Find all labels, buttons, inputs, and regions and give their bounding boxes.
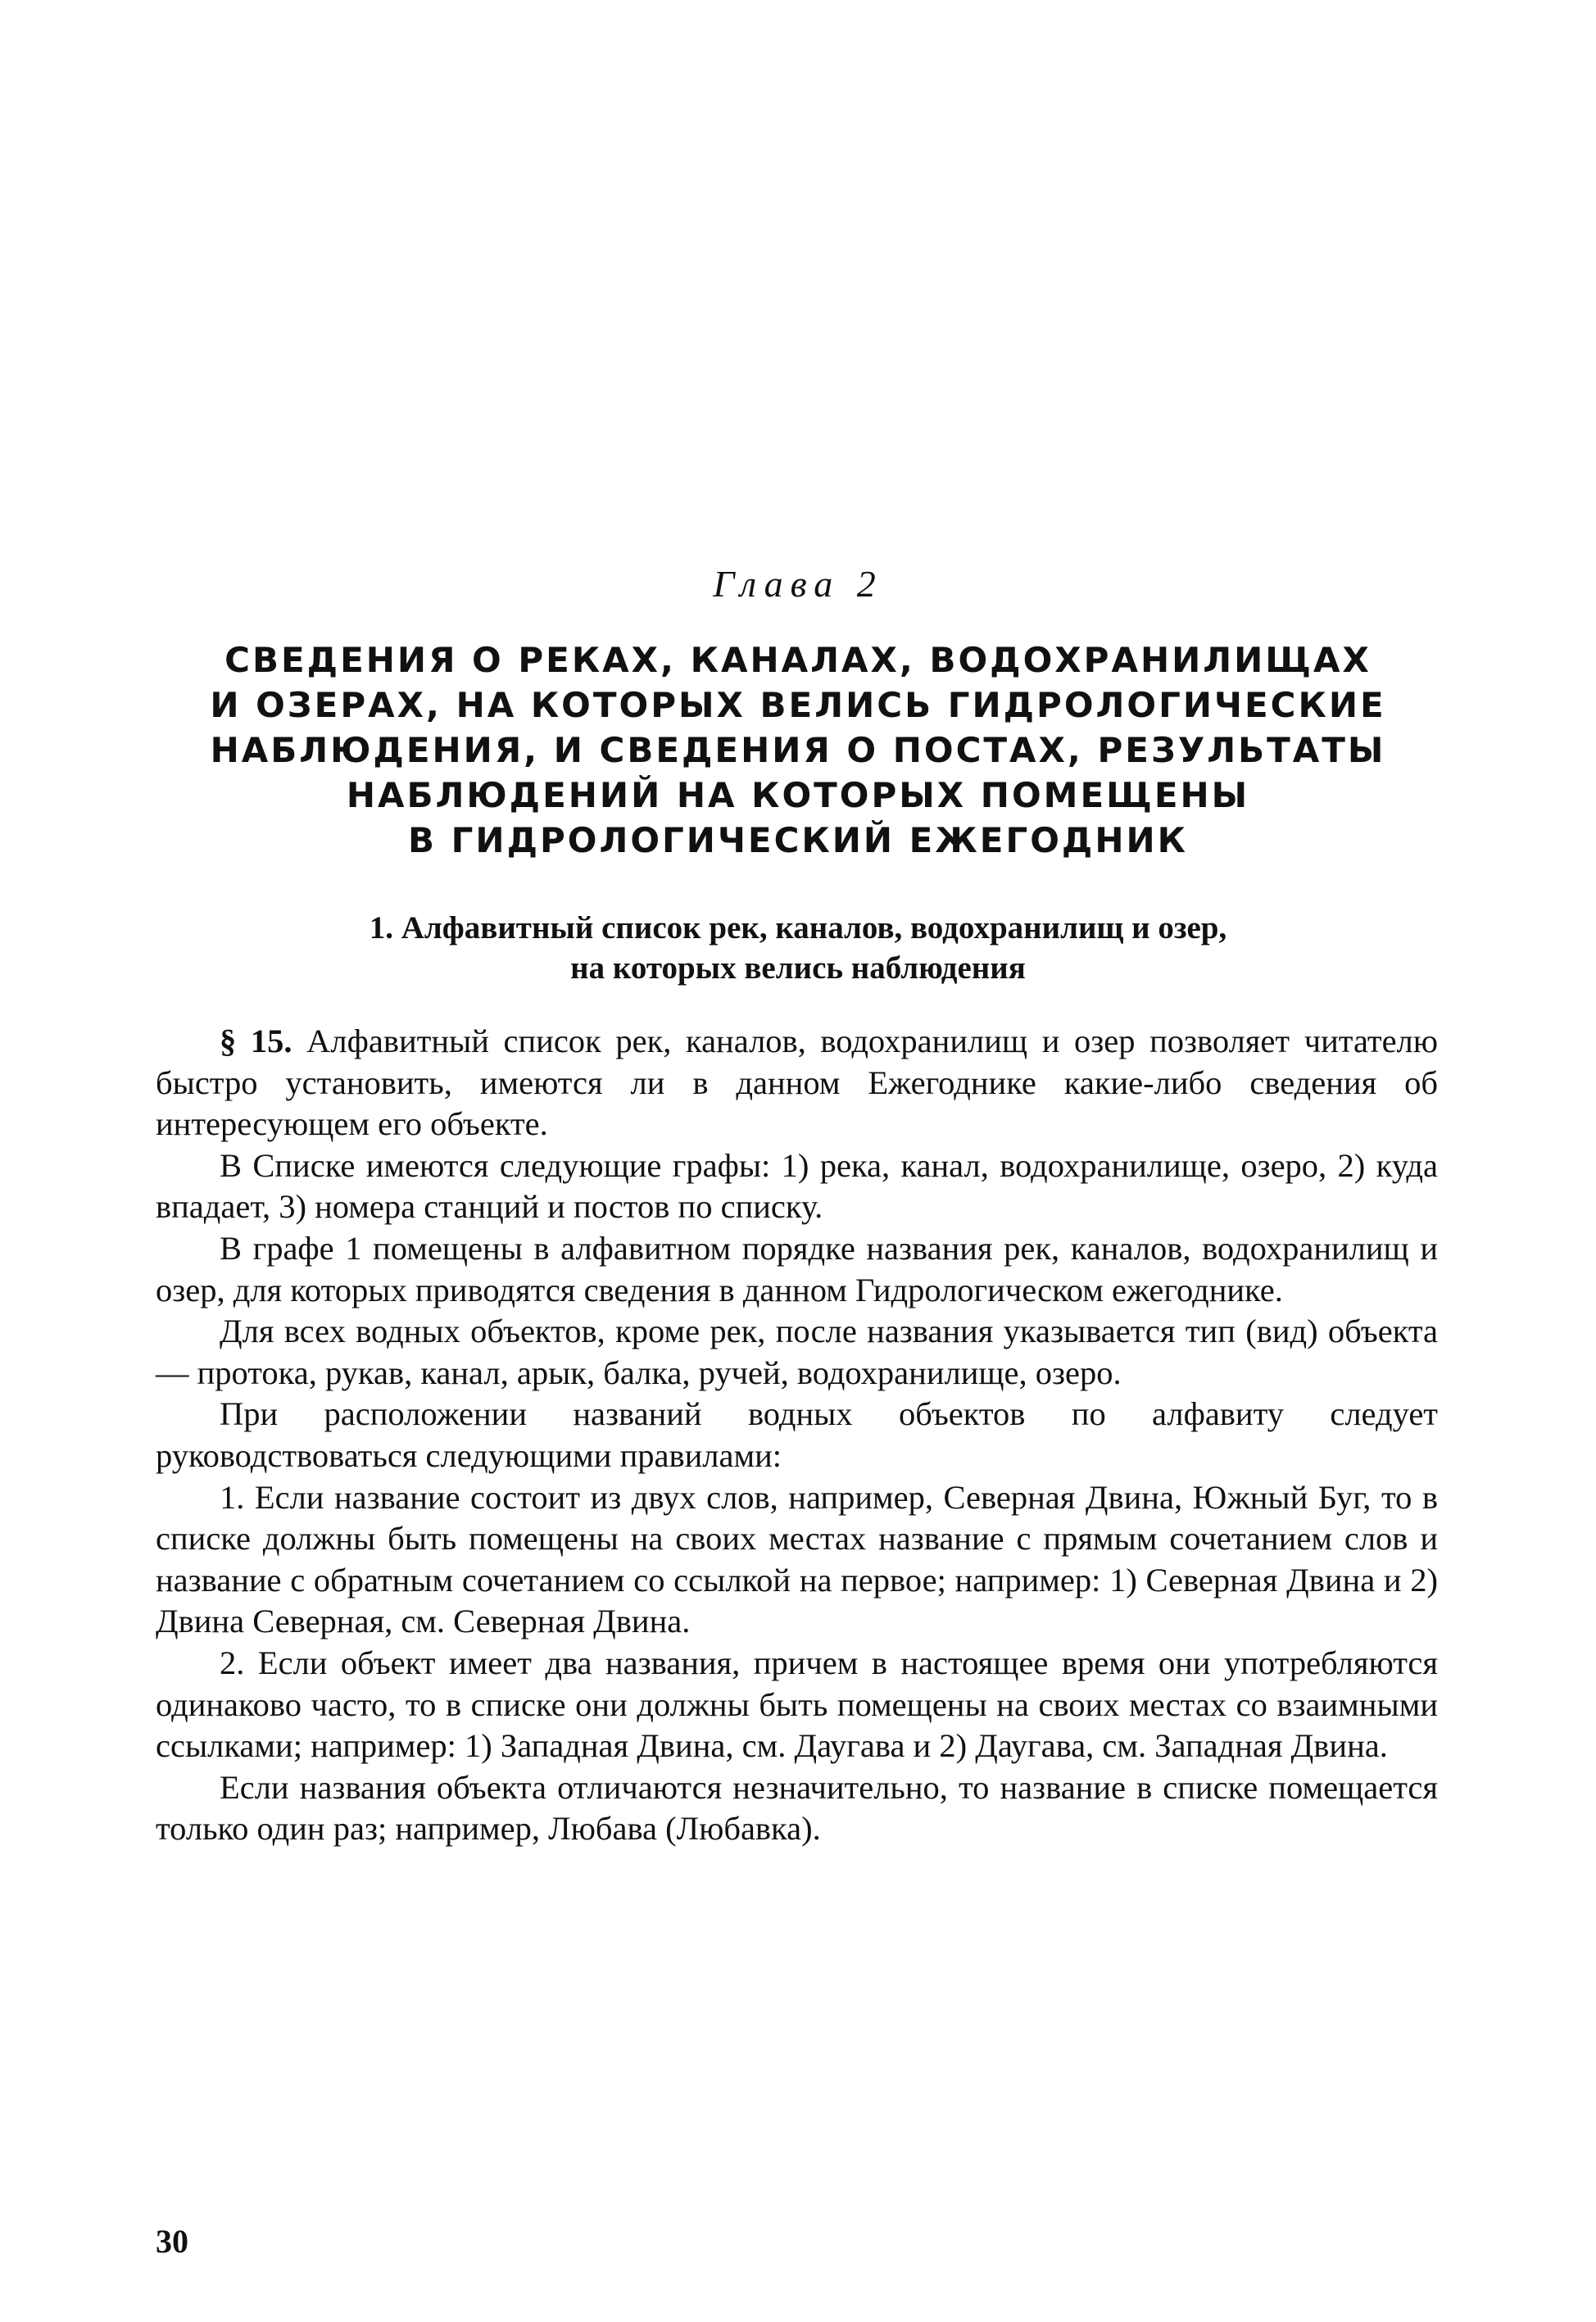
paragraph: В Списке имеются следующие графы: 1) река, канал, водохранилище, озеро, 2) куда впадает, 3) номера станций и постов по списку. [156, 1146, 1438, 1226]
chapter-title-line: НАБЛЮДЕНИЯ, И СВЕДЕНИЯ О ПОСТАХ, РЕЗУЛЬТАТЫ [210, 730, 1386, 770]
paragraph: Для всех водных объектов, кроме рек, после названия указывается тип (вид) объекта — протока, рукав, канал, арык, балка, ручей, водохранилище, озеро. [156, 1313, 1438, 1391]
paragraph-15 [156, 1021, 1438, 1145]
chapter-title [164, 637, 1432, 863]
chapter-title-line: И ОЗЕРАХ, НА КОТОРЫХ ВЕЛИСЬ ГИДРОЛОГИЧЕСКИЕ [210, 685, 1386, 725]
chapter-label: Глава 2 [713, 563, 883, 605]
chapter-title-line: В ГИДРОЛОГИЧЕСКИЙ ЕЖЕГОДНИК [408, 820, 1188, 860]
body-text [156, 1021, 1438, 1850]
paragraph-text: Алфавитный список рек, каналов, водохранилищ и озер позволяет читателю быстро установить, имеются ли в данном Ежегоднике какие-либо сведения об интересующем его объекте. [156, 1023, 1439, 1143]
paragraph: Если названия объекта отличаются незначительно, то название в списке помещается только один раз; например, Любава (Любавка). [156, 1768, 1438, 1848]
section-title-line: на которых велись наблюдения [570, 950, 1026, 986]
section-title [164, 908, 1432, 988]
chapter-title-line: НАБЛЮДЕНИЙ НА КОТОРЫХ ПОМЕЩЕНЫ [346, 775, 1250, 815]
page-number: 30 [156, 2223, 188, 2260]
chapter-title-line: СВЕДЕНИЯ О РЕКАХ, КАНАЛАХ, ВОДОХРАНИЛИЩАХ [224, 640, 1372, 680]
paragraph-number: § 15. [220, 1023, 292, 1059]
section-title-line: 1. Алфавитный список рек, каналов, водохранилищ и озер, [369, 910, 1227, 946]
paragraph: В графе 1 помещены в алфавитном порядке названия рек, каналов, водохранилищ и озер, для которых приводятся сведения в данном Гидрологическом ежегоднике. [156, 1229, 1438, 1308]
rule-2-paragraph: 2. Если объект имеет два названия, причем в настоящее время они употребляются одинаково часто, то в списке они должны быть помещены на своих местах со взаимными ссылками; например: 1) Западная Двина, см. Даугава и 2) Даугава, см. Западная Двина. [156, 1644, 1438, 1765]
paragraph: При расположении названий водных объектов по алфавиту следует руководствоваться следующими правилами: [156, 1395, 1438, 1474]
rule-1-paragraph: 1. Если название состоит из двух слов, например, Северная Двина, Южный Буг, то в списке должны быть помещены на своих местах название с прямым сочетанием слов и название с обратным сочетанием со ссылкой на первое; например: 1) Северная Двина и 2) Двина Северная, см. Северная Двина. [156, 1478, 1438, 1640]
